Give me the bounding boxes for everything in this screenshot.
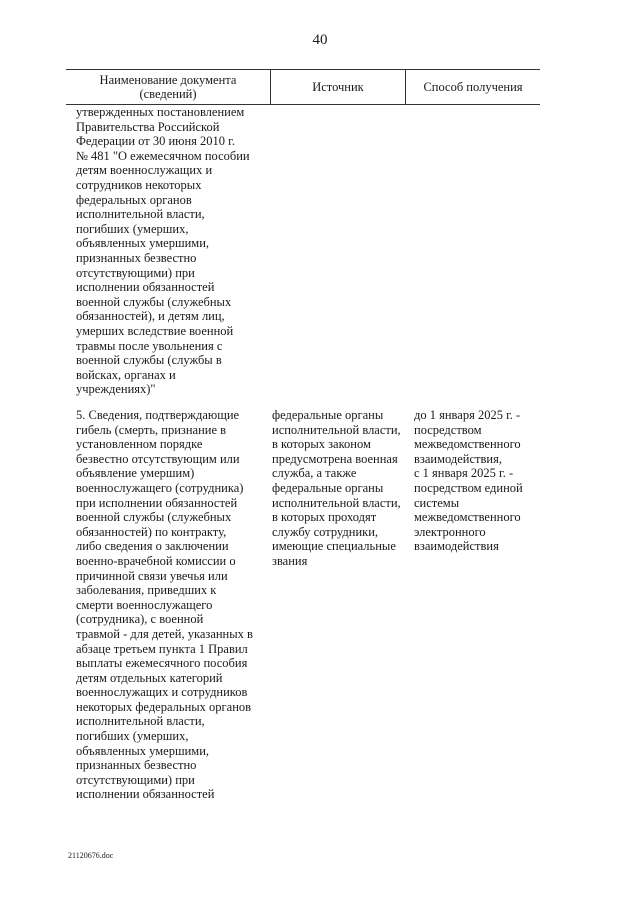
row5-name-cell: 5. Сведения, подтверждающие гибель (смерть, признание в установленном порядке безвестно отсутствующим или объявление умершим) военнослужащего (сотрудника) при исполнении обязанностей военной службы (служебных обязанностей) по контракту, либо сведения о заключении военно-врачебной комиссии о причинной связи увечья или заболевания, приведших к смерти военнослужащего (сотрудника), с военной травмой - для детей, указанных в абзаце третьем пункта 1 Правил выплаты ежемесячного пособия детям отдельных категорий военнослужащих и сотрудников некоторых федеральных органов исполнительной власти, погибших (умерших, объявленных умершими, признанных безвестно отсутствующими) при исполнении обязанностей: [76, 408, 253, 802]
header-cell-method: Способ получения: [423, 80, 523, 94]
row5-method-cell: до 1 января 2025 г. - посредством межведомственного взаимодействия, с 1 января 2025 г. - посредством единой системы межведомственного электронного взаимодействия: [414, 408, 523, 554]
table-header: [66, 69, 540, 105]
footer-doc-code: 21120676.doc: [68, 851, 114, 860]
page-number: 40: [312, 32, 328, 48]
header-cell-source: Источник: [312, 80, 364, 94]
header-cell-name: Наименование документа (сведений): [99, 73, 237, 101]
row5-source-cell: федеральные органы исполнительной власти, в которых законом предусмотрена военная служба, а также федеральные органы исполнительной власти, в которых проходят службу сотрудники, имеющие специальные звания: [272, 408, 401, 568]
continuation-name-cell: утвержденных постановлением Правительства Российской Федерации от 30 июня 2010 г. № 481 "О ежемесячном пособии детям военнослужащих и сотрудников некоторых федеральных органов исполнительной власти, погибших (умерших, объявленных умершими, признанных безвестно отсутствующими) при исполнении обязанностей военной службы (служебных обязанностей), и детям лиц, умерших вследствие военной травмы после увольнения с военной службы (службы в войсках, органах и учреждениях)": [76, 105, 250, 397]
